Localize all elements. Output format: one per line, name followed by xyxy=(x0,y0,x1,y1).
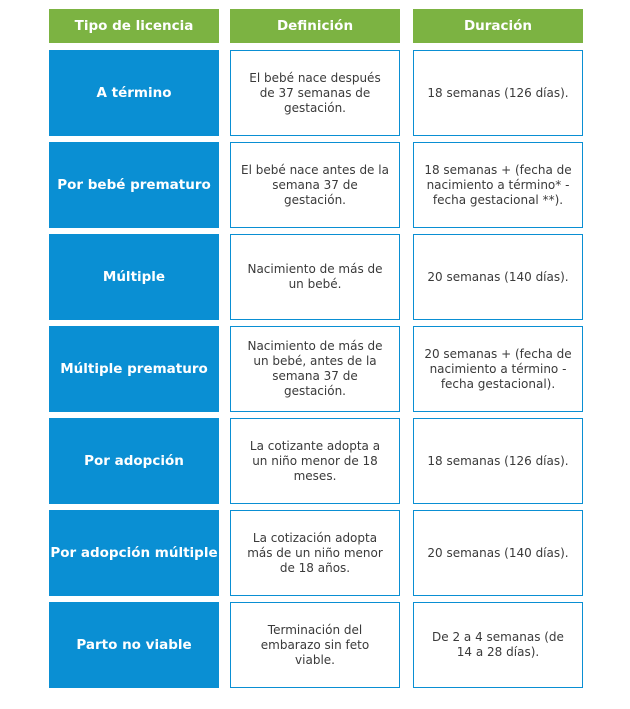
definition-cell: La cotización adopta más de un niño menor de 18 años. xyxy=(230,510,400,596)
license-type-cell: Por bebé prematuro xyxy=(49,142,219,228)
definition-cell: Terminación del embarazo sin feto viable. xyxy=(230,602,400,688)
duration-cell: De 2 a 4 semanas (de 14 a 28 días). xyxy=(413,602,583,688)
table-row xyxy=(49,142,583,228)
header-duration: Duración xyxy=(413,9,583,43)
table-row xyxy=(49,234,583,320)
duration-cell: 20 semanas (140 días). xyxy=(413,510,583,596)
license-type-cell: A término xyxy=(49,50,219,136)
table-row xyxy=(49,418,583,504)
license-type-cell: Múltiple prematuro xyxy=(49,326,219,412)
definition-cell: El bebé nace antes de la semana 37 de gestación. xyxy=(230,142,400,228)
header-definition: Definición xyxy=(230,9,400,43)
license-type-cell: Por adopción xyxy=(49,418,219,504)
definition-cell: La cotizante adopta a un niño menor de 18 meses. xyxy=(230,418,400,504)
table-row xyxy=(49,50,583,136)
definition-cell: Nacimiento de más de un bebé, antes de la semana 37 de gestación. xyxy=(230,326,400,412)
duration-cell: 20 semanas + (fecha de nacimiento a término - fecha gestacional). xyxy=(413,326,583,412)
definition-cell: El bebé nace después de 37 semanas de gestación. xyxy=(230,50,400,136)
license-type-cell: Múltiple xyxy=(49,234,219,320)
duration-cell: 18 semanas (126 días). xyxy=(413,50,583,136)
license-type-cell: Por adopción múltiple xyxy=(49,510,219,596)
definition-cell: Nacimiento de más de un bebé. xyxy=(230,234,400,320)
table-row xyxy=(49,510,583,596)
license-type-cell: Parto no viable xyxy=(49,602,219,688)
duration-cell: 18 semanas + (fecha de nacimiento a término* - fecha gestacional **). xyxy=(413,142,583,228)
duration-cell: 18 semanas (126 días). xyxy=(413,418,583,504)
duration-cell: 20 semanas (140 días). xyxy=(413,234,583,320)
table-row xyxy=(49,602,583,688)
table-row xyxy=(49,326,583,412)
header-type: Tipo de licencia xyxy=(49,9,219,43)
